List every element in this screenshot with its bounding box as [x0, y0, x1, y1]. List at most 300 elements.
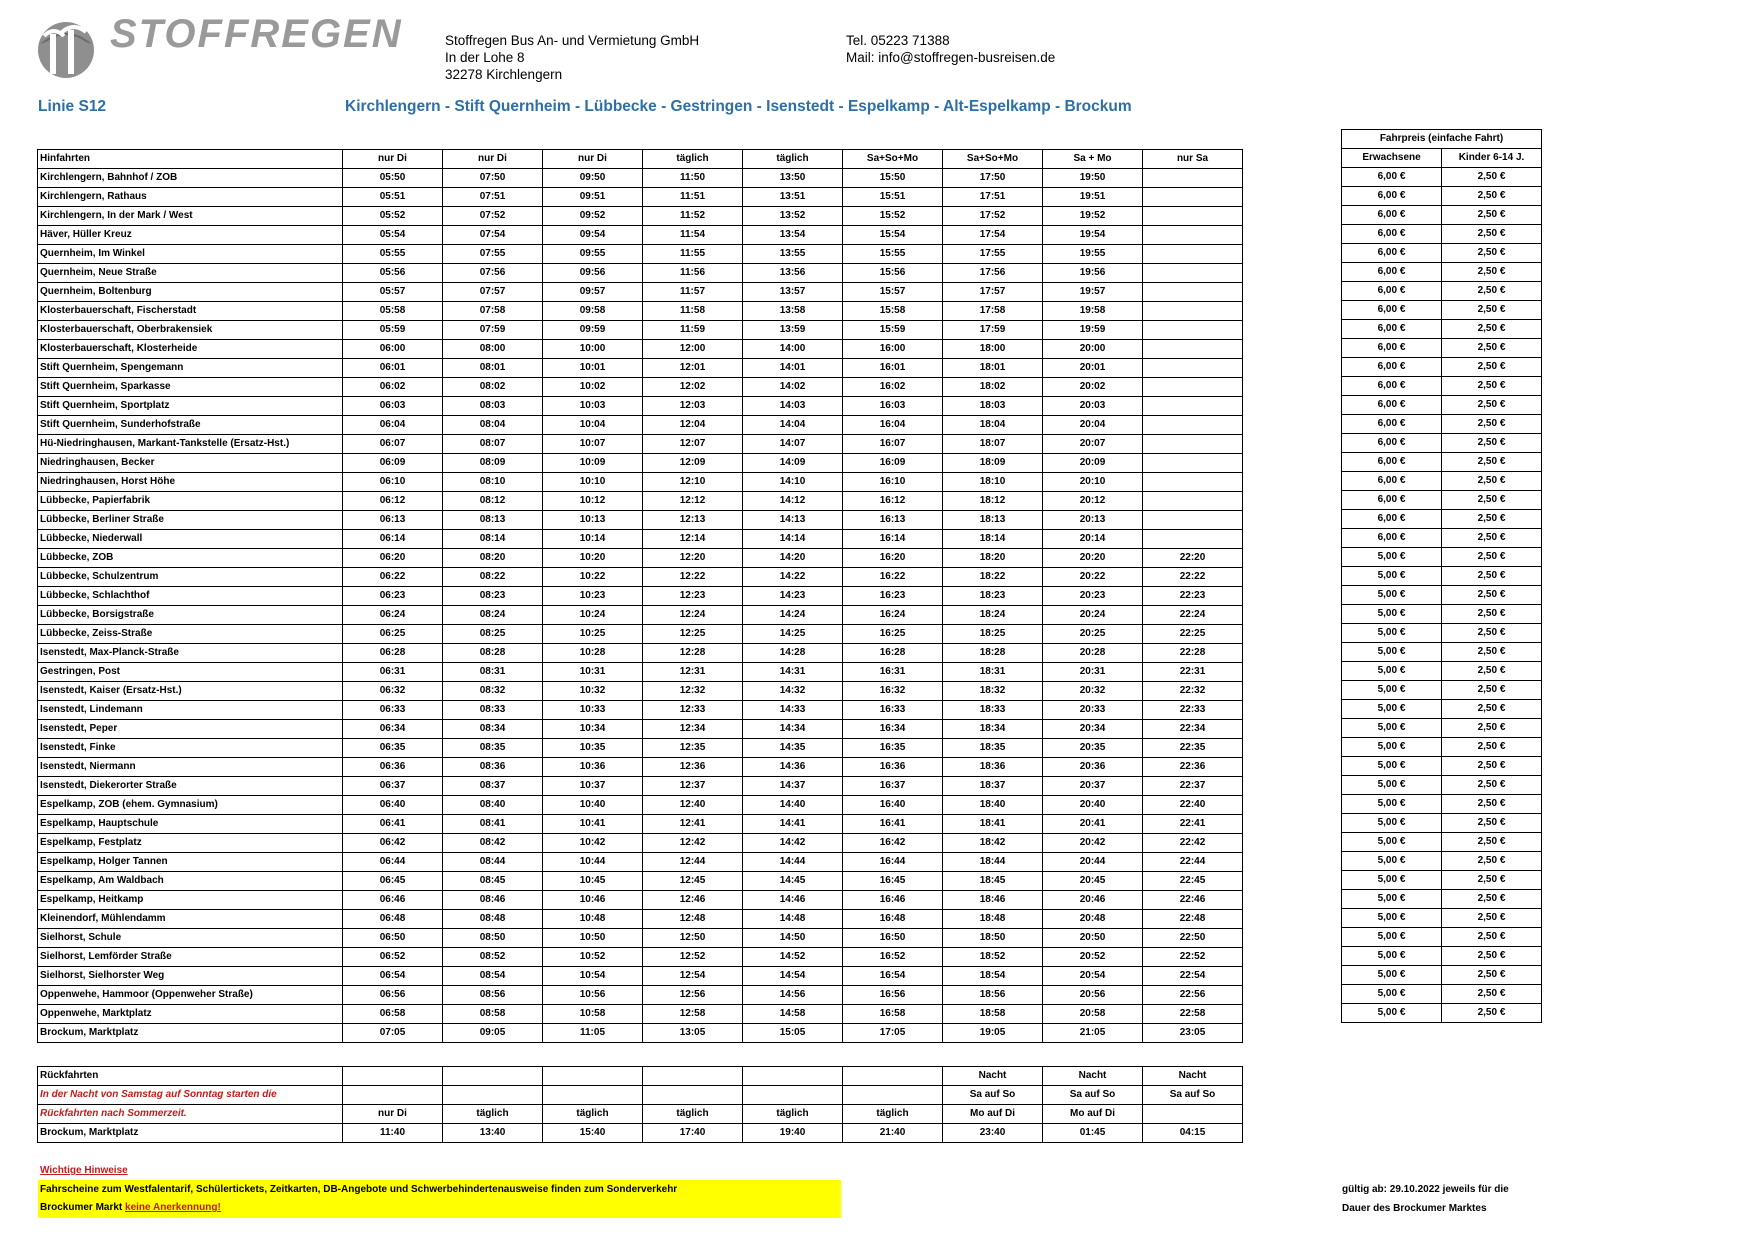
table-cell: 14:41	[743, 815, 843, 834]
table-cell: 2,50 €	[1442, 1004, 1542, 1023]
table-cell: 2,50 €	[1442, 168, 1542, 187]
table-cell	[1143, 492, 1243, 511]
table-cell: Sa auf So	[1043, 1086, 1143, 1105]
column-header: nur Di	[443, 150, 543, 169]
column-header: nur Sa	[1143, 150, 1243, 169]
column-header: Sa + Mo	[1043, 150, 1143, 169]
fare-row	[1342, 415, 1542, 434]
table-cell: 22:58	[1143, 1005, 1243, 1024]
table-cell: 20:54	[1043, 967, 1143, 986]
stop-name-cell: Espelkamp, Heitkamp	[38, 891, 343, 910]
table-cell: 06:32	[343, 682, 443, 701]
stop-name-cell: Lübbecke, Schulzentrum	[38, 568, 343, 587]
table-cell: 10:56	[543, 986, 643, 1005]
table-cell: 18:56	[943, 986, 1043, 1005]
table-cell: 10:20	[543, 549, 643, 568]
line-label: Linie S12	[38, 98, 107, 115]
table-cell: 16:04	[843, 416, 943, 435]
table-cell: 06:54	[343, 967, 443, 986]
table-cell: 20:34	[1043, 720, 1143, 739]
table-row	[38, 207, 1243, 226]
table-cell: 10:07	[543, 435, 643, 454]
table-cell: 13:40	[443, 1124, 543, 1143]
table-cell: 5,00 €	[1342, 624, 1442, 643]
table-row	[38, 378, 1243, 397]
table-cell: täglich	[743, 1105, 843, 1124]
table-cell: 14:50	[743, 929, 843, 948]
table-cell: 22:45	[1143, 872, 1243, 891]
table-cell: 20:12	[1043, 492, 1143, 511]
note-line-2	[40, 1202, 221, 1213]
table-cell: 10:48	[543, 910, 643, 929]
stop-name-cell: Rückfahrten	[38, 1067, 343, 1086]
table-cell: 17:57	[943, 283, 1043, 302]
table-cell: 10:28	[543, 644, 643, 663]
stop-name-cell: Häver, Hüller Kreuz	[38, 226, 343, 245]
table-cell: 18:23	[943, 587, 1043, 606]
table-row	[38, 549, 1243, 568]
stop-name-cell: Sielhorst, Lemförder Straße	[38, 948, 343, 967]
fare-header-row	[1342, 149, 1542, 168]
table-cell: 17:58	[943, 302, 1043, 321]
table-cell: Nacht	[1043, 1067, 1143, 1086]
table-cell: 16:46	[843, 891, 943, 910]
table-cell: 2,50 €	[1442, 282, 1542, 301]
table-cell: 6,00 €	[1342, 453, 1442, 472]
table-cell: 20:04	[1043, 416, 1143, 435]
table-cell: 04:15	[1143, 1124, 1243, 1143]
table-row	[38, 1024, 1243, 1043]
table-cell: 16:22	[843, 568, 943, 587]
table-cell: 16:01	[843, 359, 943, 378]
table-cell: 20:33	[1043, 701, 1143, 720]
stop-name-cell: Isenstedt, Niermann	[38, 758, 343, 777]
table-cell: 16:02	[843, 378, 943, 397]
table-cell: 15:57	[843, 283, 943, 302]
table-cell: 06:04	[343, 416, 443, 435]
table-cell: 12:45	[643, 872, 743, 891]
table-cell: 07:50	[443, 169, 543, 188]
table-cell: 20:25	[1043, 625, 1143, 644]
table-cell: 22:28	[1143, 644, 1243, 663]
table-cell: 2,50 €	[1442, 510, 1542, 529]
table-cell: 14:04	[743, 416, 843, 435]
company-contact	[846, 32, 1055, 66]
fare-row	[1342, 985, 1542, 1004]
table-cell: 09:05	[443, 1024, 543, 1043]
table-cell: 08:00	[443, 340, 543, 359]
table-cell: 2,50 €	[1442, 206, 1542, 225]
table-cell: 18:35	[943, 739, 1043, 758]
table-cell: 6,00 €	[1342, 529, 1442, 548]
table-cell: 16:13	[843, 511, 943, 530]
company-name: Stoffregen Bus An- und Vermietung GmbH	[445, 33, 700, 48]
table-cell: 22:34	[1143, 720, 1243, 739]
fare-row	[1342, 681, 1542, 700]
table-cell: 12:48	[643, 910, 743, 929]
table-cell: 2,50 €	[1442, 453, 1542, 472]
table-cell: 2,50 €	[1442, 415, 1542, 434]
stop-name-cell: Isenstedt, Lindemann	[38, 701, 343, 720]
table-cell	[1143, 1105, 1243, 1124]
table-cell: 20:48	[1043, 910, 1143, 929]
table-row	[38, 644, 1243, 663]
table-cell: 6,00 €	[1342, 434, 1442, 453]
stop-name-cell: Lübbecke, Zeiss-Straße	[38, 625, 343, 644]
table-cell: 5,00 €	[1342, 871, 1442, 890]
table-cell: 18:37	[943, 777, 1043, 796]
table-cell: 18:31	[943, 663, 1043, 682]
note-line-2-warning: keine Anerkennung!	[125, 1202, 221, 1213]
stop-name-cell: Gestringen, Post	[38, 663, 343, 682]
table-cell	[743, 1086, 843, 1105]
table-cell: 12:42	[643, 834, 743, 853]
fare-row	[1342, 757, 1542, 776]
table-cell: 18:25	[943, 625, 1043, 644]
table-cell: 12:12	[643, 492, 743, 511]
outbound-rows	[38, 169, 1243, 1043]
table-cell: 12:10	[643, 473, 743, 492]
table-cell: 12:09	[643, 454, 743, 473]
table-row	[38, 587, 1243, 606]
table-cell: 06:50	[343, 929, 443, 948]
table-cell: 2,50 €	[1442, 985, 1542, 1004]
table-cell: 06:42	[343, 834, 443, 853]
table-cell: 17:50	[943, 169, 1043, 188]
table-cell: 18:03	[943, 397, 1043, 416]
table-cell: 06:45	[343, 872, 443, 891]
table-cell: 18:41	[943, 815, 1043, 834]
table-cell: 08:25	[443, 625, 543, 644]
table-cell: 08:37	[443, 777, 543, 796]
table-cell: 16:48	[843, 910, 943, 929]
table-cell	[1143, 454, 1243, 473]
table-cell: 07:55	[443, 245, 543, 264]
table-cell: 2,50 €	[1442, 396, 1542, 415]
fare-row	[1342, 966, 1542, 985]
table-cell: 21:40	[843, 1124, 943, 1143]
table-cell: 20:45	[1043, 872, 1143, 891]
table-cell	[443, 1086, 543, 1105]
company-address	[445, 32, 699, 83]
stop-name-cell: Lübbecke, Berliner Straße	[38, 511, 343, 530]
table-row	[38, 625, 1243, 644]
table-cell: Nacht	[1143, 1067, 1243, 1086]
fare-row	[1342, 168, 1542, 187]
table-cell: 05:55	[343, 245, 443, 264]
table-cell: 15:59	[843, 321, 943, 340]
table-cell: 14:09	[743, 454, 843, 473]
fare-row	[1342, 700, 1542, 719]
table-cell: 19:50	[1043, 169, 1143, 188]
table-cell: 16:28	[843, 644, 943, 663]
table-row	[38, 283, 1243, 302]
table-cell: 12:46	[643, 891, 743, 910]
table-cell: 05:54	[343, 226, 443, 245]
table-cell: 22:50	[1143, 929, 1243, 948]
table-cell: 20:37	[1043, 777, 1143, 796]
table-cell: 22:41	[1143, 815, 1243, 834]
table-cell: 22:20	[1143, 549, 1243, 568]
notes-title: Wichtige Hinweise	[40, 1165, 128, 1176]
table-cell: 19:51	[1043, 188, 1143, 207]
table-cell: 14:14	[743, 530, 843, 549]
table-cell: 16:20	[843, 549, 943, 568]
table-cell: 06:41	[343, 815, 443, 834]
table-cell: 12:52	[643, 948, 743, 967]
table-cell: täglich	[643, 1105, 743, 1124]
table-cell: 5,00 €	[1342, 814, 1442, 833]
table-cell: 08:24	[443, 606, 543, 625]
fare-row	[1342, 947, 1542, 966]
table-cell: 20:40	[1043, 796, 1143, 815]
table-cell: 05:59	[343, 321, 443, 340]
table-cell: 14:54	[743, 967, 843, 986]
table-cell: 16:23	[843, 587, 943, 606]
table-cell: 6,00 €	[1342, 472, 1442, 491]
table-cell: 5,00 €	[1342, 681, 1442, 700]
table-cell: 2,50 €	[1442, 966, 1542, 985]
table-cell: 6,00 €	[1342, 206, 1442, 225]
table-cell: 16:36	[843, 758, 943, 777]
table-cell: 14:12	[743, 492, 843, 511]
table-cell: 06:24	[343, 606, 443, 625]
fare-column-header: Erwachsene	[1342, 149, 1442, 168]
table-cell: 2,50 €	[1442, 586, 1542, 605]
table-cell: 5,00 €	[1342, 567, 1442, 586]
table-cell: 18:04	[943, 416, 1043, 435]
table-row	[38, 416, 1243, 435]
table-row	[38, 682, 1243, 701]
table-row	[38, 473, 1243, 492]
table-cell: 12:36	[643, 758, 743, 777]
table-cell: 08:13	[443, 511, 543, 530]
table-cell: 16:41	[843, 815, 943, 834]
table-cell: 10:41	[543, 815, 643, 834]
fare-row	[1342, 358, 1542, 377]
stop-name-cell: Klosterbauerschaft, Klosterheide	[38, 340, 343, 359]
table-cell: 6,00 €	[1342, 187, 1442, 206]
table-cell: 14:46	[743, 891, 843, 910]
table-cell: 16:31	[843, 663, 943, 682]
table-cell: 10:25	[543, 625, 643, 644]
table-cell: 22:31	[1143, 663, 1243, 682]
fare-row	[1342, 453, 1542, 472]
table-cell: 18:14	[943, 530, 1043, 549]
table-cell: 05:50	[343, 169, 443, 188]
stop-name-cell: Sielhorst, Schule	[38, 929, 343, 948]
table-cell: 5,00 €	[1342, 662, 1442, 681]
table-cell: 08:34	[443, 720, 543, 739]
table-cell: 14:33	[743, 701, 843, 720]
fare-row	[1342, 396, 1542, 415]
table-cell: 07:51	[443, 188, 543, 207]
table-cell: 11:51	[643, 188, 743, 207]
table-cell: 14:20	[743, 549, 843, 568]
table-cell: 2,50 €	[1442, 719, 1542, 738]
table-cell: 15:58	[843, 302, 943, 321]
table-cell: Sa auf So	[943, 1086, 1043, 1105]
table-cell: 08:32	[443, 682, 543, 701]
stop-name-cell: Lübbecke, Borsigstraße	[38, 606, 343, 625]
table-cell: 05:58	[343, 302, 443, 321]
stop-name-cell: Isenstedt, Peper	[38, 720, 343, 739]
table-row	[38, 796, 1243, 815]
table-cell: 14:44	[743, 853, 843, 872]
table-cell: 06:14	[343, 530, 443, 549]
table-cell: 08:23	[443, 587, 543, 606]
table-cell: 10:33	[543, 701, 643, 720]
table-cell: 20:01	[1043, 359, 1143, 378]
stop-name-cell: Niedringhausen, Becker	[38, 454, 343, 473]
table-cell: täglich	[443, 1105, 543, 1124]
table-cell: 12:22	[643, 568, 743, 587]
table-cell: 12:20	[643, 549, 743, 568]
table-cell: 17:56	[943, 264, 1043, 283]
table-cell: 2,50 €	[1442, 795, 1542, 814]
table-cell: 15:05	[743, 1024, 843, 1043]
table-cell	[343, 1086, 443, 1105]
table-cell: 16:34	[843, 720, 943, 739]
table-cell: 14:28	[743, 644, 843, 663]
table-cell: 08:54	[443, 967, 543, 986]
table-cell: 06:56	[343, 986, 443, 1005]
table-cell: 2,50 €	[1442, 757, 1542, 776]
table-cell: 6,00 €	[1342, 263, 1442, 282]
table-cell: 06:40	[343, 796, 443, 815]
table-cell: 6,00 €	[1342, 301, 1442, 320]
table-cell: 5,00 €	[1342, 890, 1442, 909]
table-cell: 16:24	[843, 606, 943, 625]
table-cell: 08:20	[443, 549, 543, 568]
table-row	[38, 720, 1243, 739]
table-cell: 12:44	[643, 853, 743, 872]
table-cell: 2,50 €	[1442, 301, 1542, 320]
table-cell: 22:36	[1143, 758, 1243, 777]
table-cell: 2,50 €	[1442, 738, 1542, 757]
table-cell: 14:48	[743, 910, 843, 929]
table-cell: 08:35	[443, 739, 543, 758]
table-cell: 20:36	[1043, 758, 1143, 777]
table-cell: 06:23	[343, 587, 443, 606]
table-row	[38, 929, 1243, 948]
table-cell: 06:13	[343, 511, 443, 530]
table-cell: 06:36	[343, 758, 443, 777]
table-cell: 16:33	[843, 701, 943, 720]
table-cell: 18:20	[943, 549, 1043, 568]
logo-text: STOFFREGEN	[110, 12, 403, 56]
table-row	[38, 739, 1243, 758]
table-cell: 2,50 €	[1442, 491, 1542, 510]
table-cell: 14:56	[743, 986, 843, 1005]
stop-name-cell: Stift Quernheim, Sparkasse	[38, 378, 343, 397]
table-cell: 16:14	[843, 530, 943, 549]
table-row	[38, 701, 1243, 720]
fare-row	[1342, 187, 1542, 206]
table-cell	[1143, 530, 1243, 549]
table-cell: 10:22	[543, 568, 643, 587]
table-cell: 2,50 €	[1442, 700, 1542, 719]
table-cell: 06:37	[343, 777, 443, 796]
table-cell: 12:02	[643, 378, 743, 397]
table-cell: 5,00 €	[1342, 928, 1442, 947]
table-cell: 12:28	[643, 644, 743, 663]
table-cell: 17:05	[843, 1024, 943, 1043]
table-cell: 2,50 €	[1442, 909, 1542, 928]
table-cell: 14:00	[743, 340, 843, 359]
table-cell: 10:04	[543, 416, 643, 435]
table-cell: 12:35	[643, 739, 743, 758]
table-cell: 6,00 €	[1342, 282, 1442, 301]
table-cell: 08:01	[443, 359, 543, 378]
table-cell: 20:41	[1043, 815, 1143, 834]
table-cell: 20:09	[1043, 454, 1143, 473]
table-cell: 5,00 €	[1342, 909, 1442, 928]
table-cell: 13:58	[743, 302, 843, 321]
table-row	[38, 568, 1243, 587]
table-cell: 20:42	[1043, 834, 1143, 853]
table-cell: täglich	[843, 1105, 943, 1124]
table-cell: 18:36	[943, 758, 1043, 777]
table-cell: 08:58	[443, 1005, 543, 1024]
email-address[interactable]: Mail: info@stoffregen-busreisen.de	[846, 50, 1056, 65]
stop-name-cell: Espelkamp, Hauptschule	[38, 815, 343, 834]
table-cell	[643, 1086, 743, 1105]
table-cell: 16:50	[843, 929, 943, 948]
table-cell: 16:58	[843, 1005, 943, 1024]
table-cell: 17:54	[943, 226, 1043, 245]
fare-row	[1342, 852, 1542, 871]
table-cell: 11:05	[543, 1024, 643, 1043]
stop-name-cell: Rückfahrten nach Sommerzeit.	[38, 1105, 343, 1124]
table-cell	[843, 1086, 943, 1105]
fare-row	[1342, 890, 1542, 909]
table-cell	[1143, 378, 1243, 397]
stop-name-cell: Sielhorst, Sielhorster Weg	[38, 967, 343, 986]
table-cell: 06:35	[343, 739, 443, 758]
table-cell: 22:23	[1143, 587, 1243, 606]
table-cell: 10:37	[543, 777, 643, 796]
fare-row	[1342, 263, 1542, 282]
stop-name-cell: Kleinendorf, Mühlendamm	[38, 910, 343, 929]
table-cell: 10:54	[543, 967, 643, 986]
stop-name-cell: Isenstedt, Kaiser (Ersatz-Hst.)	[38, 682, 343, 701]
table-cell: 10:42	[543, 834, 643, 853]
stop-name-cell: Lübbecke, Niederwall	[38, 530, 343, 549]
table-cell: 16:42	[843, 834, 943, 853]
stop-name-cell: Kirchlengern, Bahnhof / ZOB	[38, 169, 343, 188]
table-cell: 6,00 €	[1342, 168, 1442, 187]
table-cell: 15:51	[843, 188, 943, 207]
fare-row	[1342, 244, 1542, 263]
table-cell: 12:25	[643, 625, 743, 644]
stop-name-cell: Lübbecke, Schlachthof	[38, 587, 343, 606]
table-cell: 17:55	[943, 245, 1043, 264]
fare-row	[1342, 472, 1542, 491]
fare-row	[1342, 643, 1542, 662]
table-cell: 12:23	[643, 587, 743, 606]
table-cell: 13:52	[743, 207, 843, 226]
table-cell	[1143, 416, 1243, 435]
table-cell: 22:24	[1143, 606, 1243, 625]
table-cell: 12:33	[643, 701, 743, 720]
table-cell: 14:25	[743, 625, 843, 644]
table-cell: 16:12	[843, 492, 943, 511]
notes-box	[38, 1180, 841, 1218]
fare-row	[1342, 662, 1542, 681]
table-row	[38, 340, 1243, 359]
table-cell: 08:45	[443, 872, 543, 891]
